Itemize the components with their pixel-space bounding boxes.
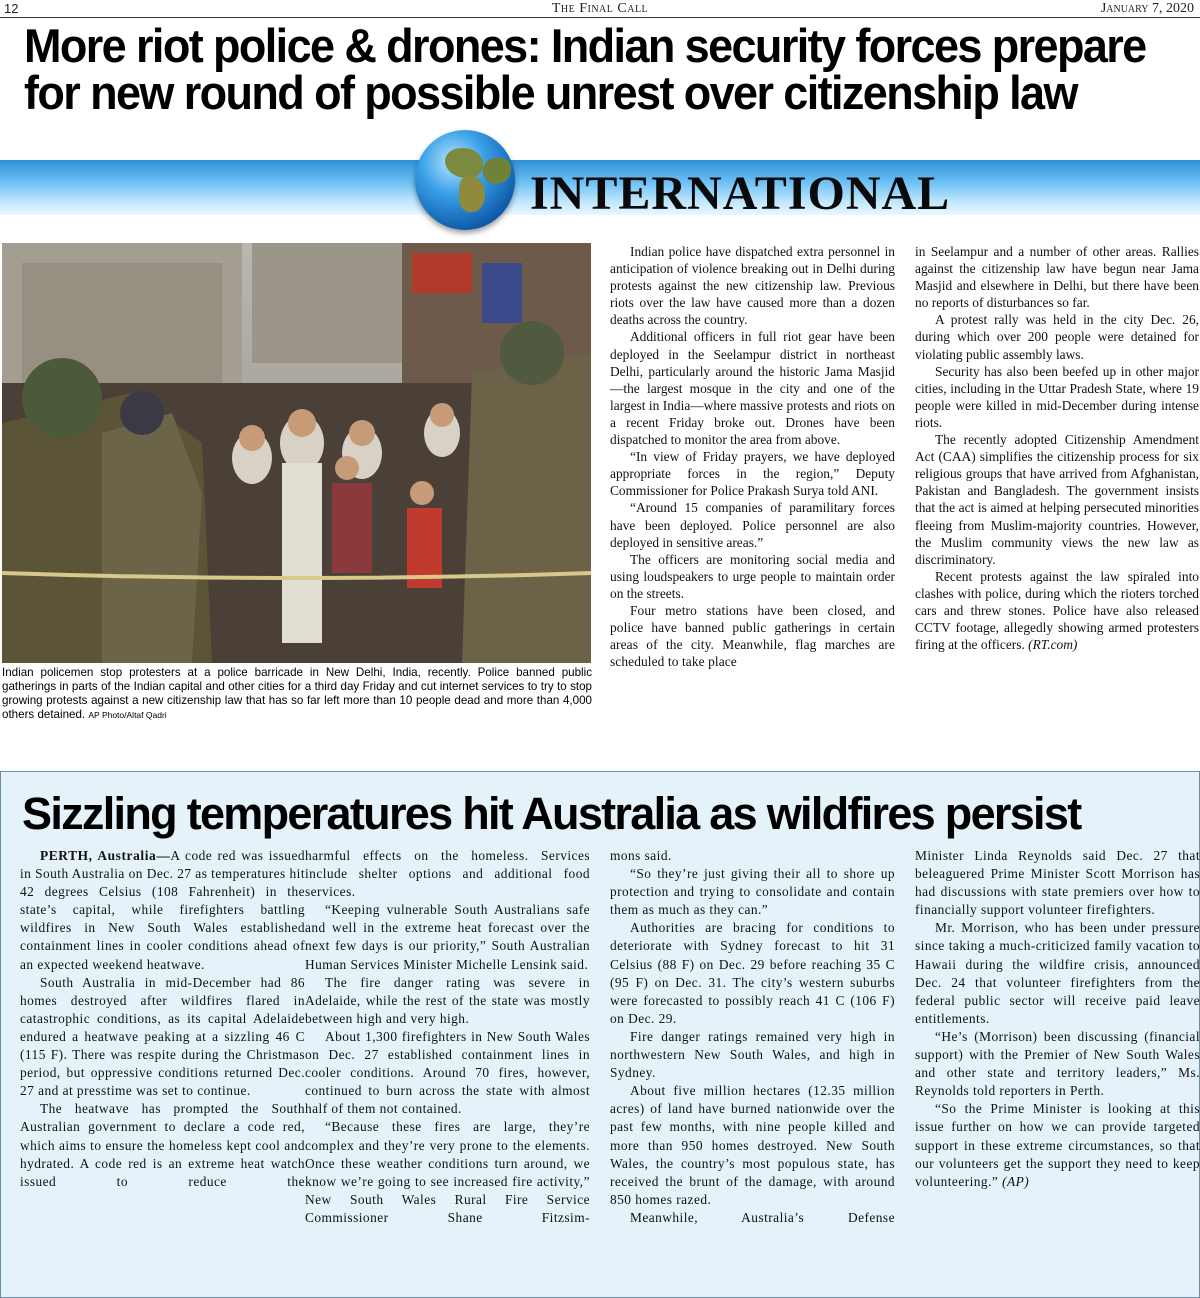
photo-caption: Indian policemen stop protesters at a police barricade in New Delhi, India, recently. Police banned public gatherings in parts of the Indian capital and other cities for a third day Friday and cut internet services to try to stop growing protests against a new citizenship law that has so far left more than 10 people dead and more than 4,000 others detained. AP Photo/Altaf Qadri bbox=[2, 666, 592, 721]
paragraph: “So the Prime Minister is looking at this issue further on how we can provide targeted support in these extreme circumstances, so that our volunteers get the support they need to keep volunteering.” (AP) bbox=[915, 1101, 1200, 1189]
paragraph-continued: Minister Linda Reynolds said Dec. 27 that beleaguered Prime Minister Scott Morrison has had discussions with state premiers over how to financially support volunteer firefighters. bbox=[915, 848, 1200, 918]
article-australia-column-2 bbox=[305, 847, 590, 1227]
article-australia-column-1 bbox=[20, 847, 305, 1191]
paragraph: Recent protests against the law spiraled into clashes with police, during which the rioters torched cars and threw stones. Police have also released CCTV footage, allegedly showing armed protesters firing at the officers. (RT.com) bbox=[915, 568, 1199, 653]
paragraph-split: The heatwave has prompted the South Australian government to declare a code red, which aims to ensure the homeless kept cool and hydrated. A code red is an extreme heat watch issued to reduce the bbox=[20, 1101, 305, 1189]
folio-divider bbox=[0, 17, 1200, 18]
paragraph: Mr. Morrison, who has been under pressure since taking a much-criticized family vacation to Hawaii during the wildfire crisis, announced Dec. 24 that volunteer firefighters from the federal public sector will receive paid leave entitlements. bbox=[915, 920, 1200, 1026]
section-title: INTERNATIONAL bbox=[530, 167, 951, 220]
article-australia-column-4 bbox=[915, 847, 1200, 1191]
paragraph-split: “Because these fires are large, they’re complex and they’re very prone to the elements. Once these weather conditions turn around, we know we’re going to see increased fire activity,” New South Wales Rural Fire Service Commissioner Shane Fitzsim- bbox=[305, 1119, 590, 1225]
article-india-column-2 bbox=[915, 243, 1199, 653]
paragraph-continued: harmful effects on the homeless. Services include shelter options and additional food services. bbox=[305, 848, 590, 900]
paragraph: Fire danger ratings remained very high in northwestern New South Wales, and high in Sydney. bbox=[610, 1028, 895, 1081]
paragraph: South Australia in mid-December had 86 homes destroyed after wildfires flared in catastrophic conditions, as its capital Adelaide endured a heatwave peaking at a sizzling 46 C (115 F). There was respite during the Christmas period, but oppressive conditions returned Dec. 27 and at presstime was set to continue. bbox=[20, 974, 305, 1099]
paragraph: A protest rally was held in the city Dec. 26, during which over 200 people were detained for violating public assembly laws. bbox=[915, 312, 1199, 362]
paragraph-continued: mons said. bbox=[610, 848, 672, 863]
article-india-column-1 bbox=[610, 243, 895, 670]
paragraph: The officers are monitoring social media and using loudspeakers to urge people to maintain order on the streets. bbox=[610, 551, 895, 601]
paragraph: Additional officers in full riot gear have been deployed in the Seelampur district in northeast Delhi, particularly around the historic Jama Masjid—the largest mosque in the city and one of the largest in India—where massive protests and riots on a recent Friday broke out. Drones have been dispatched to monitor the area from above. bbox=[610, 329, 895, 448]
source-credit: (RT.com) bbox=[1028, 637, 1078, 653]
paragraph: “Keeping vulnerable South Australians safe and well in the extreme heat forecast over the next few days is our priority,” South Australian Human Services Minister Michelle Lensink said. bbox=[305, 902, 590, 972]
page-folio bbox=[0, 0, 1200, 18]
paragraph-split: Four metro stations have been closed, and police have banned public gatherings in certain areas of the city. Meanwhile, flag marches are scheduled to take place bbox=[610, 602, 895, 670]
paragraph: “In view of Friday prayers, we have deployed appropriate forces in the region,” Deputy Commissioner for Police Prakash Surya told ANI. bbox=[610, 449, 895, 499]
globe-icon bbox=[415, 130, 515, 230]
paragraph: About 1,300 firefighters in New South Wales on Dec. 27 established containment lines in cooler conditions. Around 70 fires, however, continued to burn across the state with almost half of them not contained. bbox=[305, 1028, 590, 1117]
photo-credit: AP Photo/Altaf Qadri bbox=[88, 710, 167, 720]
dateline: PERTH, Australia— bbox=[40, 848, 171, 863]
paragraph: Security has also been beefed up in other major cities, including in the Uttar Pradesh State, where 19 people were killed in mid-December during intense riots. bbox=[915, 363, 1199, 430]
publication-name: The Final Call bbox=[551, 1, 649, 16]
paragraph-split: Meanwhile, Australia’s Defense bbox=[630, 1209, 895, 1225]
article-headline-australia: Sizzling temperatures hit Australia as wildfires persist bbox=[22, 788, 1081, 839]
paragraph: About five million hectares (12.35 million acres) of land have burned nationwide over the past few months, with nine people killed and more than 950 homes destroyed. New South Wales, the country’s most populous state, has received the brunt of the damage, with around 850 homes razed. bbox=[610, 1083, 895, 1207]
paragraph-continued: in Seelampur and a number of other areas. Rallies against the citizenship law have begun near Jama Masjid and elsewhere in Delhi, but there have been no reports of disturbances so far. bbox=[915, 244, 1199, 311]
source-credit: (AP) bbox=[1002, 1173, 1030, 1189]
lead-paragraph: PERTH, Australia—A code red was issued in South Australia on Dec. 27 as temperatures hit 42 degrees Celsius (108 Fahrenheit) in the state’s capital, while firefighters battling wildfires in New South Wales established containment lines in cooler conditions ahead of an expected weekend heatwave. bbox=[20, 848, 305, 972]
paragraph: The recently adopted Citizenship Amendment Act (CAA) simplifies the citizenship process for six religious groups that have arrived from Afghanistan, Pakistan and Bangladesh. The government insists that the act is aimed at helping persecuted minorities fleeing from Muslim-majority countries. However, the Muslim community views the new law as discriminatory. bbox=[915, 432, 1199, 567]
paragraph: “Around 15 companies of paramilitary forces have been deployed. Police personnel are also deployed in sensitive areas.” bbox=[610, 500, 895, 550]
page-number: 12 bbox=[4, 1, 19, 16]
paragraph: The fire danger rating was severe in Adelaide, while the rest of the state was mostly between high and very high. bbox=[305, 974, 590, 1026]
paragraph: “He’s (Morrison) been discussing (financial support) with the Premier of New South Wales and other state and territory leaders,” Ms. Reynolds told reporters in Perth. bbox=[915, 1028, 1200, 1099]
paragraph: “So they’re just giving their all to shore up protection and trying to consolidate and contain them as much as they can.” bbox=[610, 866, 895, 918]
paragraph: Authorities are bracing for conditions to deteriorate with Sydney forecast to hit 31 Celsius (88 F) on Dec. 29 before reaching 35 C (95 F) on Dec. 31. The city’s western suburbs were forecasted to possibly reach 41 C (106 F) on Dec. 29. bbox=[610, 920, 895, 1026]
article-headline-india: More riot police & drones: Indian security forces prepare for new round of possible unrest over citizenship law bbox=[24, 18, 1146, 120]
issue-date: January 7, 2020 bbox=[1100, 1, 1194, 16]
paragraph: Indian police have dispatched extra personnel in anticipation of violence breaking out in Delhi during protests against the new citizenship law. Previous riots over the law have caused more than a dozen deaths across the country. bbox=[610, 244, 895, 328]
news-photo-protest bbox=[2, 243, 591, 663]
article-australia-column-3 bbox=[610, 847, 895, 1227]
